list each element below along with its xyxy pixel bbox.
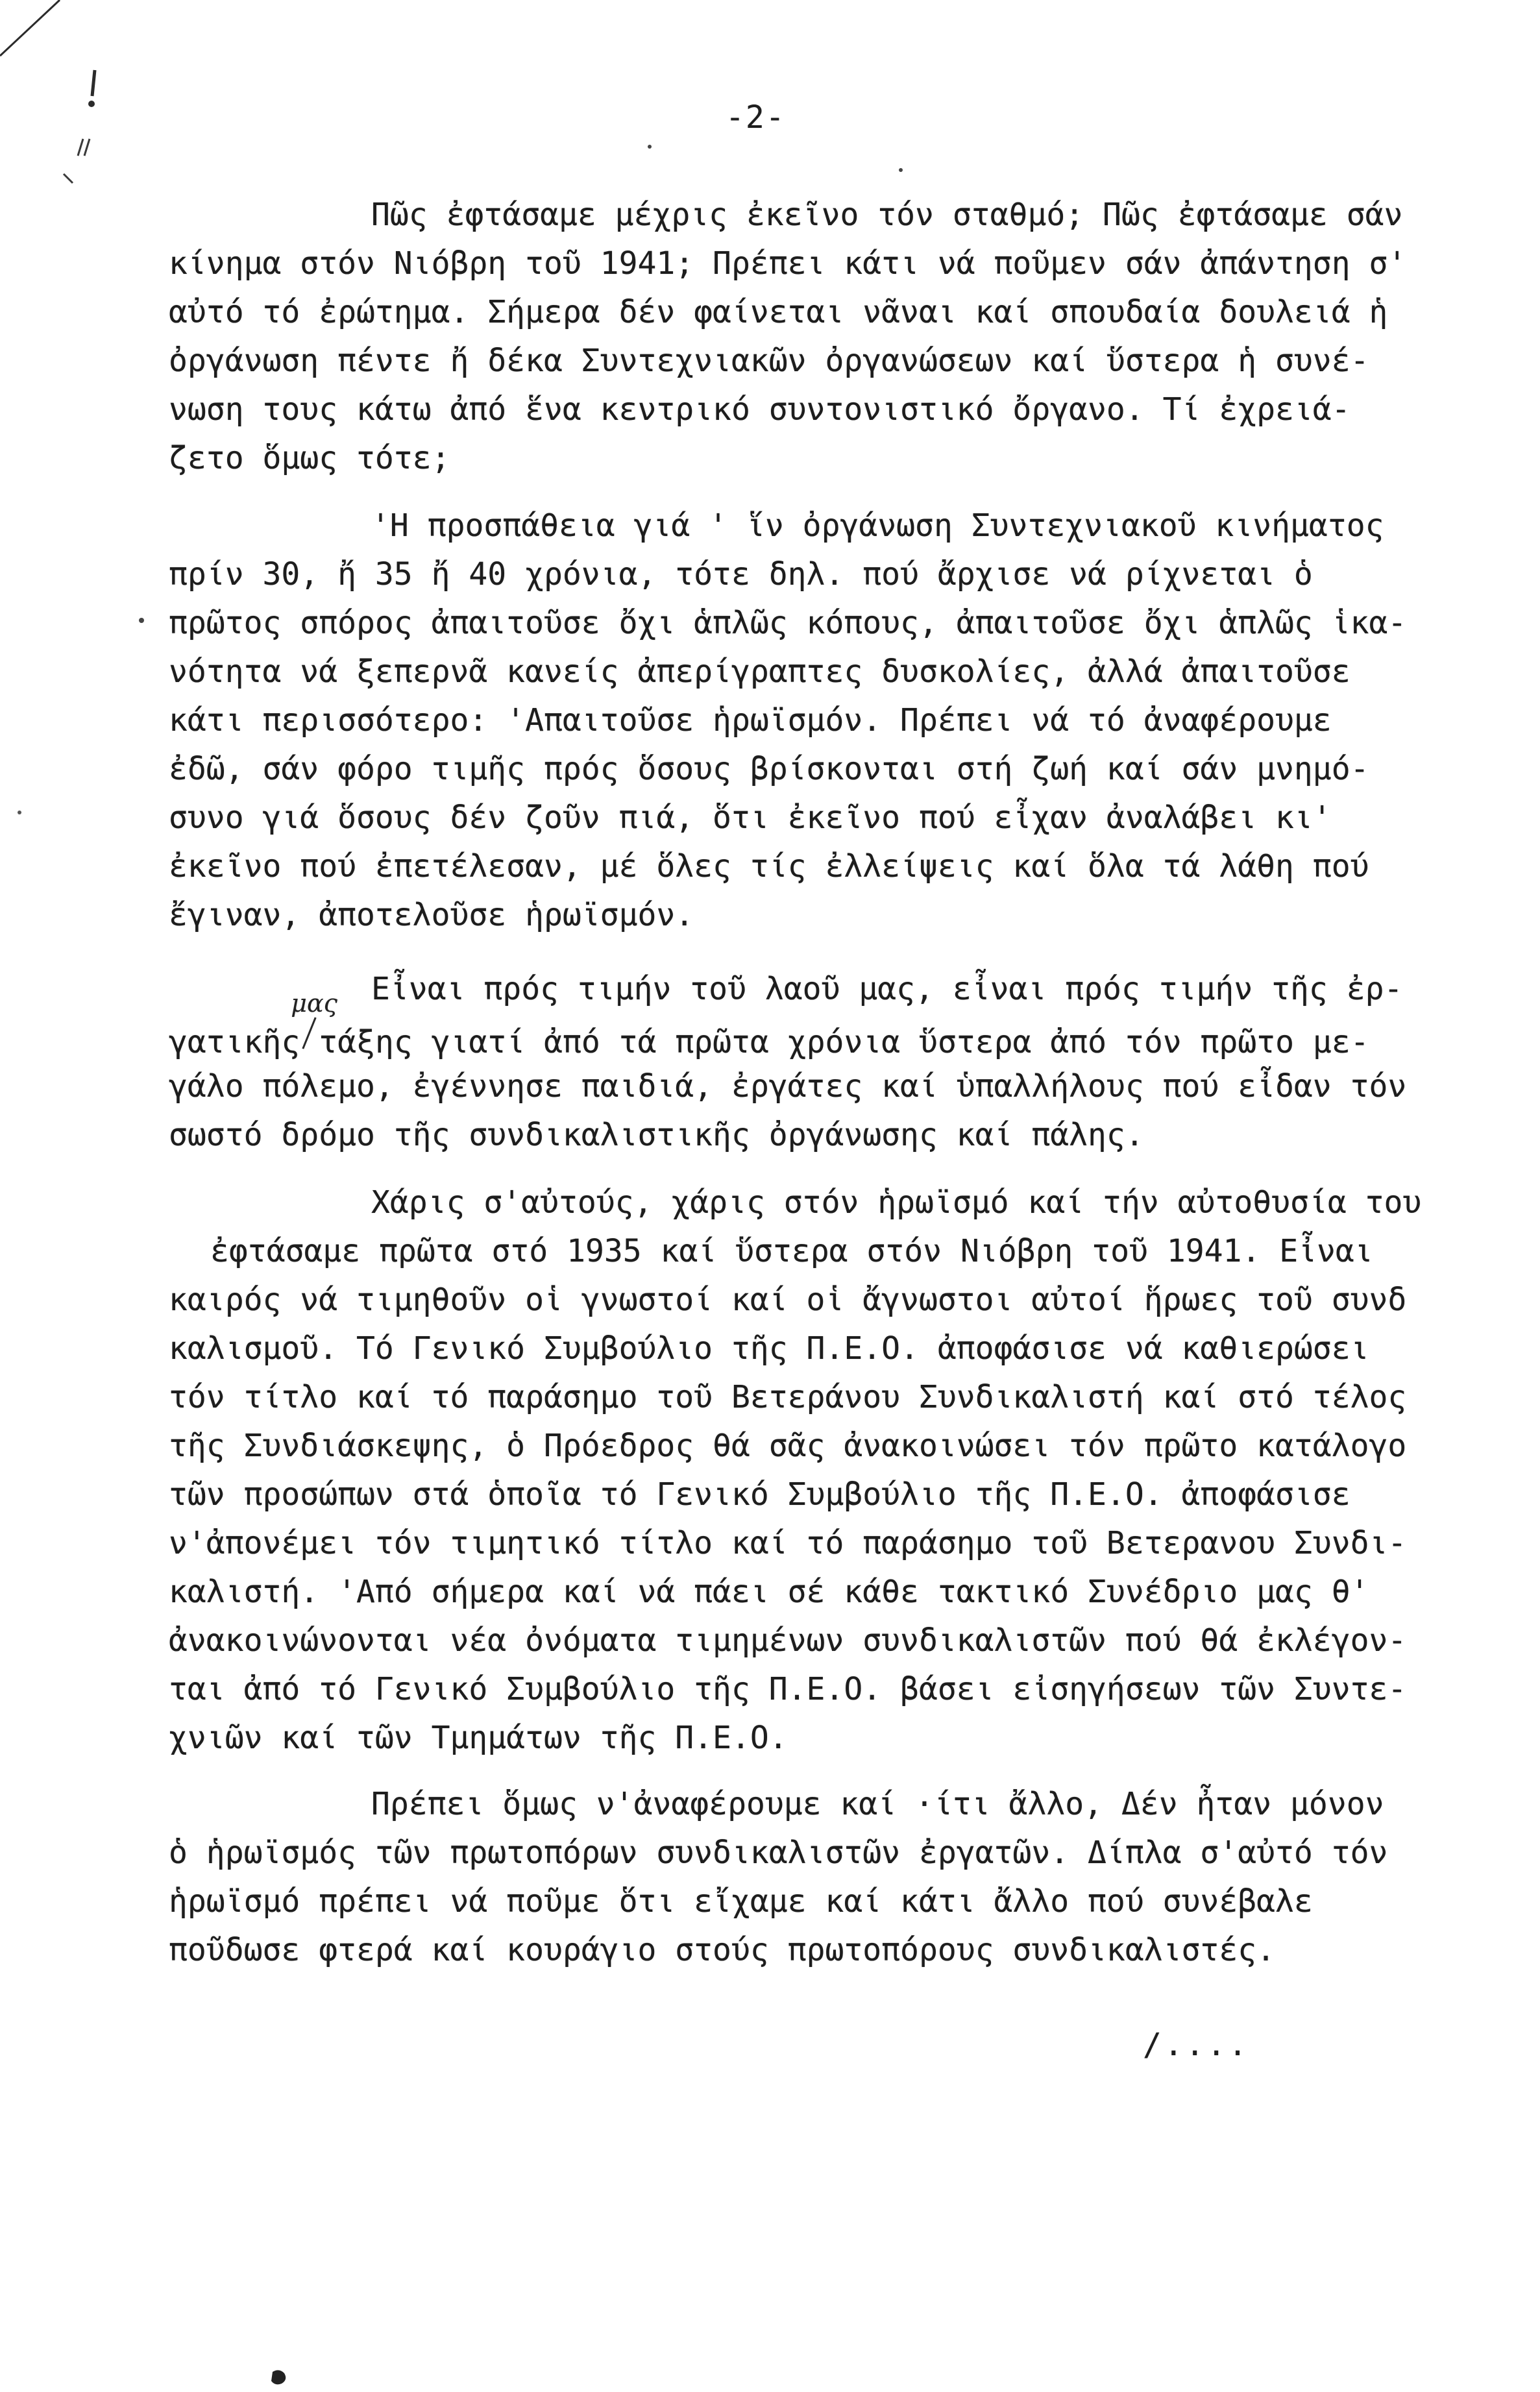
text-line: ἔγιναν, ἀποτελοῦσε ἡρωϊσμόν. [169,897,694,933]
text-line: ν'ἀπονέμει τόν τιμητικό τίτλο καί τό παράσημο τοῦ Βετερανου Συνδι- [169,1525,1407,1561]
text-line: ὀργάνωση πέντε ἤ δέκα Συντεχνιακῶν ὀργανώσεων καί ὕστερα ἡ συνέ- [169,343,1369,379]
text-line: ζετο ὅμως τότε; [169,440,450,476]
paragraph [169,1780,1506,1975]
text-line: ται ἀπό τό Γενικό Συμβούλιο τῆς Π.Ε.Ο. βάσει εἰσηγήσεων τῶν Συντε- [169,1671,1407,1707]
text-line: νότητα νά ξεπερνᾶ κανείς ἀπερίγραπτες δυσκολίες, ἀλλά ἀπαιτοῦσε [169,653,1351,690]
text-line: Πρέπει ὅμως ν'ἀναφέρουμε καί ·ίτι ἄλλο, Δέν ἦταν μόνον [371,1786,1384,1822]
text-line: συνο γιά ὅσους δέν ζοῦν πιά, ὅτι ἐκεῖνο πού εἶχαν ἀναλάβει κι' [169,799,1332,836]
paragraph [169,502,1506,940]
paragraph [169,191,1506,483]
text-line: ἡρωϊσμό πρέπει νά ποῦμε ὅτι εἴχαμε καί κάτι ἄλλο πού συνέβαλε [169,1883,1313,1920]
text-segment: τάξης γιατί ἀπό τά πρῶτα χρόνια ὕστερα ἀπό τόν πρῶτο με- [319,1024,1369,1060]
text-line: Πῶς ἐφτάσαμε μέχρις ἐκεῖνο τόν σταθμό; Πῶς ἐφτάσαμε σάν [371,197,1403,233]
text-line: γάλο πόλεμο, ἐγέννησε παιδιά, ἐργάτες καί ὑπαλλήλους πού εἶδαν τόν [169,1068,1407,1104]
text-line: σωστό δρόμο τῆς συνδικαλιστικῆς ὀργάνωσης καί πάλης. [169,1117,1144,1153]
text-line: πρῶτος σπόρος ἀπαιτοῦσε ὄχι ἁπλῶς κόπους, ἀπαιτοῦσε ὄχι ἁπλῶς ἱκα- [169,605,1407,641]
text-line: ἐδῶ, σάν φόρο τιμῆς πρός ὅσους βρίσκονται στή ζωή καί σάν μνημό- [169,751,1369,787]
paragraph [169,1178,1506,1763]
text-line: χνιῶν καί τῶν Τμημάτων τῆς Π.Ε.Ο. [169,1720,788,1756]
text-line: κίνημα στόν Νιόβρη τοῦ 1941; Πρέπει κάτι νά ποῦμεν σάν ἀπάντηση σ' [169,245,1407,282]
text-line: ποῦδωσε φτερά καί κουράγιο στούς πρωτοπόρους συνδικαλιστές. [169,1932,1276,1968]
text-line: νωση τους κάτω ἀπό ἕνα κεντρικό συντονιστικό ὄργανο. Τί ἐχρειά- [169,391,1351,428]
text-line: αὐτό τό ἐρώτημα. Σήμερα δέν φαίνεται νᾶναι καί σπουδαία δουλειά ἡ [169,294,1388,330]
page-number: -2- [726,99,786,136]
text-line: καλισμοῦ. Τό Γενικό Συμβούλιο τῆς Π.Ε.Ο. ἀποφάσισε νά καθιερώσει [169,1330,1369,1367]
text-line: καιρός νά τιμηθοῦν οἱ γνωστοί καί οἱ ἄγνωστοι αὐτοί ἥρωες τοῦ συνδ [169,1282,1407,1318]
text-line: ὁ ἡρωϊσμός τῶν πρωτοπόρων συνδικαλιστῶν ἐργατῶν. Δίπλα σ'αὐτό τόν [169,1835,1388,1871]
continuation-mark: /.... [1143,2027,1250,2063]
text-line: Χάρις σ'αὐτούς, χάρις στόν ἡρωϊσμό καί τήν αὐτοθυσία του [371,1184,1422,1221]
text-line: κάτι περισσότερο: 'Απαιτοῦσε ἡρωϊσμόν. Πρέπει νά τό ἀναφέρουμε [169,702,1332,738]
text-line: ἀνακοινώνονται νέα ὀνόματα τιμημένων συνδικαλιστῶν πού θά ἐκλέγον- [169,1622,1407,1659]
paragraph [169,965,1506,1160]
text-line: πρίν 30, ἤ 35 ἤ 40 χρόνια, τότε δηλ. πού ἄρχισε νά ρίχνεται ὁ [169,556,1313,592]
text-line: καλιστή. 'Από σήμερα καί νά πάει σέ κάθε τακτικό Συνέδριο μας θ' [169,1574,1369,1610]
text-line: τῶν προσώπων στά ὁποῖα τό Γενικό Συμβούλιο τῆς Π.Ε.Ο. ἀποφάσισε [169,1476,1351,1513]
text-line: τόν τίτλο καί τό παράσημο τοῦ Βετεράνου Συνδικαλιστή καί στό τέλος [169,1379,1407,1415]
text-line: τῆς Συνδιάσκεψης, ὁ Πρόεδρος θά σᾶς ἀνακοινώσει τόν πρῶτο κατάλογο [169,1428,1407,1464]
insertion-slash-mark [302,1017,317,1049]
handwritten-insertion [291,989,337,1053]
text-segment: γατικῆς [169,1024,300,1060]
text-line: ἐφτάσαμε πρῶτα στό 1935 καί ὕστερα στόν Νιόβρη τοῦ 1941. Εἶναι [210,1233,1373,1269]
text-line: Εἶναι πρός τιμήν τοῦ λαοῦ μας, εἶναι πρός τιμήν τῆς ἐρ- [371,971,1403,1007]
handwritten-word: μας [291,989,337,1018]
text-line: 'Η προσπάθεια γιά ' ἵν ὀργάνωση Συντεχνιακοῦ κινήματος [371,507,1384,544]
text-line: ἐκεῖνο πού ἐπετέλεσαν, μέ ὅλες τίς ἐλλείψεις καί ὅλα τά λάθη πού [169,848,1369,885]
